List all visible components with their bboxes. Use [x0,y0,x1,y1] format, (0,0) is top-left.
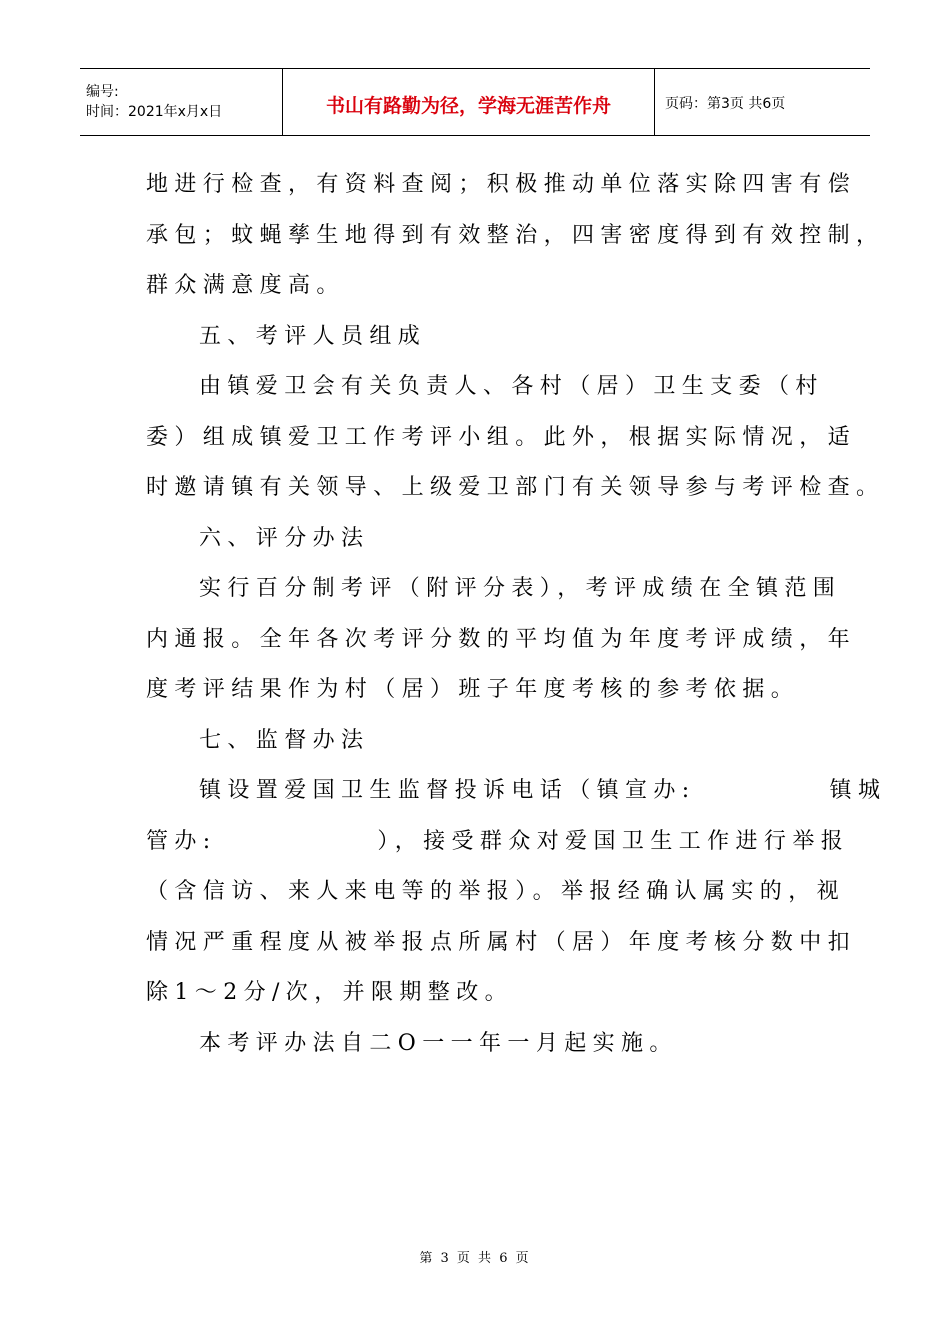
page-header [80,68,870,136]
section-heading: 六、评分办法 [199,525,370,551]
document-date: 时间：2021年x月x日 [86,104,223,120]
section-heading: 七、监督办法 [199,727,370,753]
body-line: 时邀请镇有关领导、上级爱卫部门有关领导参与考评检查。 [146,475,885,500]
section-heading: 五、考评人员组成 [199,323,427,349]
body-line: 实行百分制考评（附评分表），考评成绩在全镇范围 [199,576,842,601]
header-motto: 书山有路勤为径，学海无涯苦作舟 [283,69,655,135]
document-code-label: 编号: [86,84,119,100]
header-meta-cell [80,69,283,135]
body-line: 由镇爱卫会有关负责人、各村（居）卫生支委（村 [199,374,824,399]
body-line: 度考评结果作为村（居）班子年度考核的参考依据。 [146,677,800,702]
body-line: 本考评办法自二О一一年一月起实施。 [199,1030,678,1056]
page-footer: 第 3 页 共 6 页 [419,1251,531,1266]
body-line: 情况严重程度从被举报点所属村（居）年度考核分数中扣 [146,929,857,955]
body-line: （含信访、来人来电等的举报）。举报经确认属实的，视 [146,879,846,904]
document-body [146,160,887,1069]
header-page-info: 页码：第3页 共6页 [665,96,786,112]
body-line: 承包；蚊蝇孳生地得到有效整治，四害密度得到有效控制， [146,222,885,248]
body-line: 群众满意度高。 [146,273,345,298]
body-line: 除1～2分/次，并限期整改。 [146,980,514,1005]
body-line: 管办: ），接受群众对爱国卫生工作进行举报 [146,828,850,854]
body-line: 镇设置爱国卫生监督投诉电话（镇宣办: 镇城 [199,778,887,803]
body-line: 地进行检查，有资料查阅；积极推动单位落实除四害有偿 [146,172,857,197]
body-line: 委）组成镇爱卫工作考评小组。此外，根据实际情况，适 [146,424,857,450]
body-line: 内通报。全年各次考评分数的平均值为年度考评成绩，年 [146,626,857,652]
